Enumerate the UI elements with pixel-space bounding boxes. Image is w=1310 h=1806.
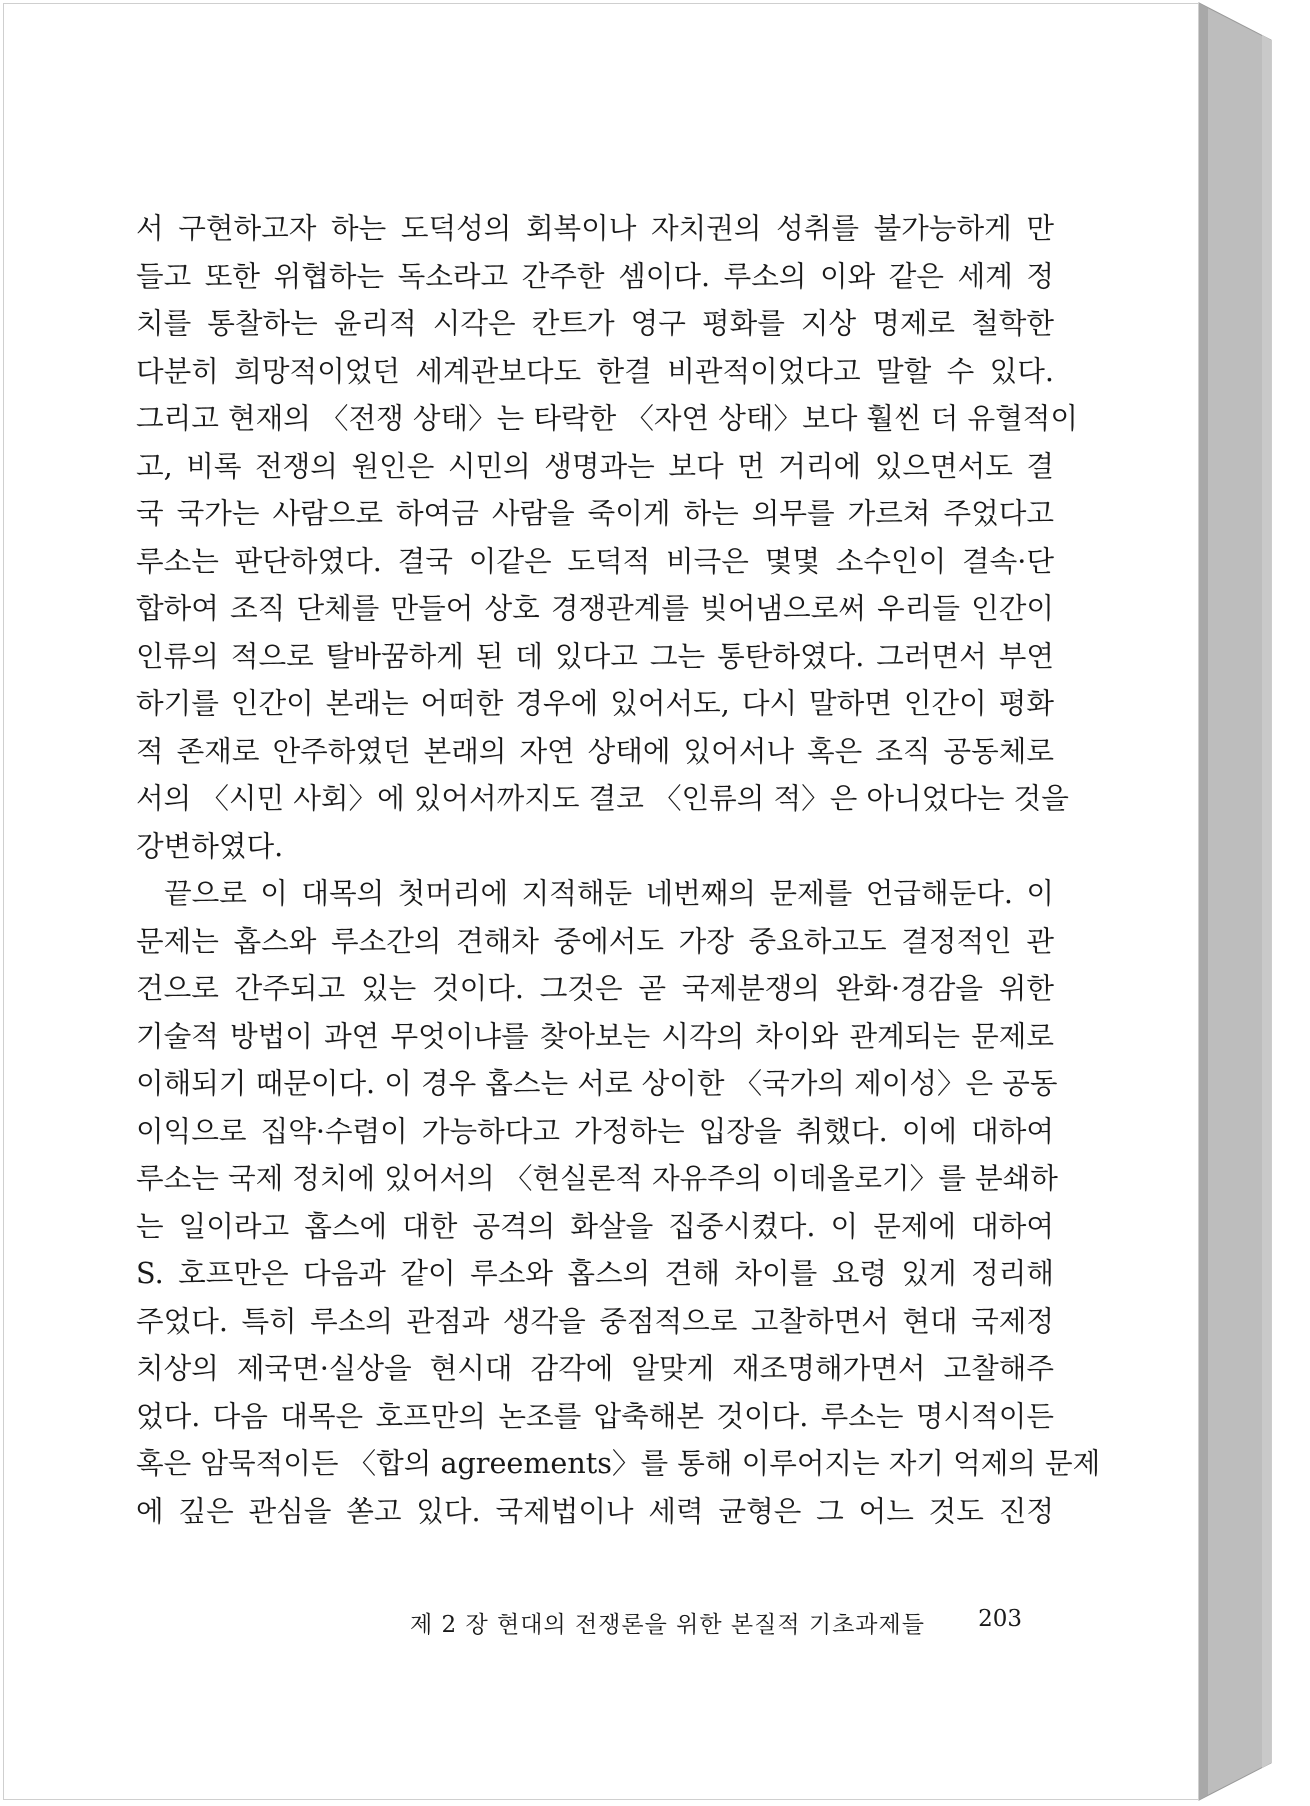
text-line: 기술적 방법이 과연 무엇이냐를 찾아보는 시각의 차이와 관계되는 문제로 <box>136 1018 1054 1053</box>
text-line: 이해되기 때문이다. 이 경우 홉스는 서로 상이한 〈국가의 제이성〉은 공동 <box>136 1066 1058 1100</box>
text-line: 국 국가는 사람으로 하여금 사람을 죽이게 하는 의무를 가르쳐 주었다고 <box>136 496 1054 530</box>
text-line: 주었다. 특히 루소의 관점과 생각을 중점적으로 고찰하면서 현대 국제정 <box>136 1303 1054 1338</box>
text-line: 치를 통찰하는 윤리적 시각은 칸트가 영구 평화를 지상 명제로 철학한 <box>136 306 1054 340</box>
text-line: 이익으로 집약·수렴이 가능하다고 가정하는 입장을 취했다. 이에 대하여 <box>136 1113 1054 1148</box>
paragraph-start-line: 끝으로 이 대목의 첫머리에 지적해둔 네번째의 문제를 언급해둔다. 이 <box>164 876 1054 910</box>
text-line: 에 깊은 관심을 쏟고 있다. 국제법이나 세력 균형은 그 어느 것도 진정 <box>136 1493 1054 1528</box>
text-line: 서 구현하고자 하는 도덕성의 회복이나 자치권의 성취를 불가능하게 만 <box>136 211 1054 245</box>
text-line: 문제는 홉스와 루소간의 견해차 중에서도 가장 중요하고도 결정적인 관 <box>136 923 1054 958</box>
body-text <box>136 205 1101 1535</box>
text-line: 었다. 다음 대목은 호프만의 논조를 압축해본 것이다. 루소는 명시적이든 <box>136 1398 1054 1433</box>
text-line: 들고 또한 위협하는 독소라고 간주한 셈이다. 루소의 이와 같은 세계 정 <box>136 258 1054 293</box>
text-line: 고, 비록 전쟁의 원인은 시민의 생명과는 보다 먼 거리에 있으면서도 결 <box>136 448 1054 483</box>
text-line: 혹은 암묵적이든 〈합의 agreements〉를 통해 이루어지는 자기 억제의 문제 <box>136 1446 1101 1480</box>
page-footer <box>410 1600 1022 1640</box>
text-line: 는 일이라고 홉스에 대한 공격의 화살을 집중시켰다. 이 문제에 대하여 <box>136 1208 1054 1243</box>
page-number: 203 <box>978 1606 1022 1632</box>
text-line: 서의 〈시민 사회〉에 있어서까지도 결코 〈인류의 적〉은 아니었다는 것을 <box>136 781 1069 815</box>
text-line: 루소는 판단하였다. 결국 이같은 도덕적 비극은 몇몇 소수인이 결속·단 <box>136 543 1054 578</box>
text-line: 다분히 희망적이었던 세계관보다도 한결 비관적이었다고 말할 수 있다. <box>136 353 1054 388</box>
text-line: 하기를 인간이 본래는 어떠한 경우에 있어서도, 다시 말하면 인간이 평화 <box>136 686 1054 720</box>
text-line: 인류의 적으로 탈바꿈하게 된 데 있다고 그는 통탄하였다. 그러면서 부연 <box>136 638 1054 673</box>
text-line: 그리고 현재의 〈전쟁 상태〉는 타락한 〈자연 상태〉보다 훨씬 더 유혈적이 <box>136 401 1078 435</box>
text-line: 적 존재로 안주하였던 본래의 자연 상태에 있어서나 혹은 조직 공동체로 <box>136 733 1054 768</box>
running-header: 제 2 장 현대의 전쟁론을 위한 본질적 기초과제들 <box>410 1612 925 1638</box>
paragraph-end-line: 강변하였다. <box>136 828 284 863</box>
text-line: 건으로 간주되고 있는 것이다. 그것은 곧 국제분쟁의 완화·경감을 위한 <box>136 971 1054 1005</box>
text-line: S. 호프만은 다음과 같이 루소와 홉스의 견해 차이를 요령 있게 정리해 <box>136 1256 1054 1290</box>
text-line: 합하여 조직 단체를 만들어 상호 경쟁관계를 빚어냄으로써 우리들 인간이 <box>136 591 1054 625</box>
text-line: 루소는 국제 정치에 있어서의 〈현실론적 자유주의 이데올로기〉를 분쇄하 <box>136 1161 1058 1195</box>
text-line: 치상의 제국면·실상을 현시대 감각에 알맞게 재조명해가면서 고찰해주 <box>136 1351 1054 1385</box>
